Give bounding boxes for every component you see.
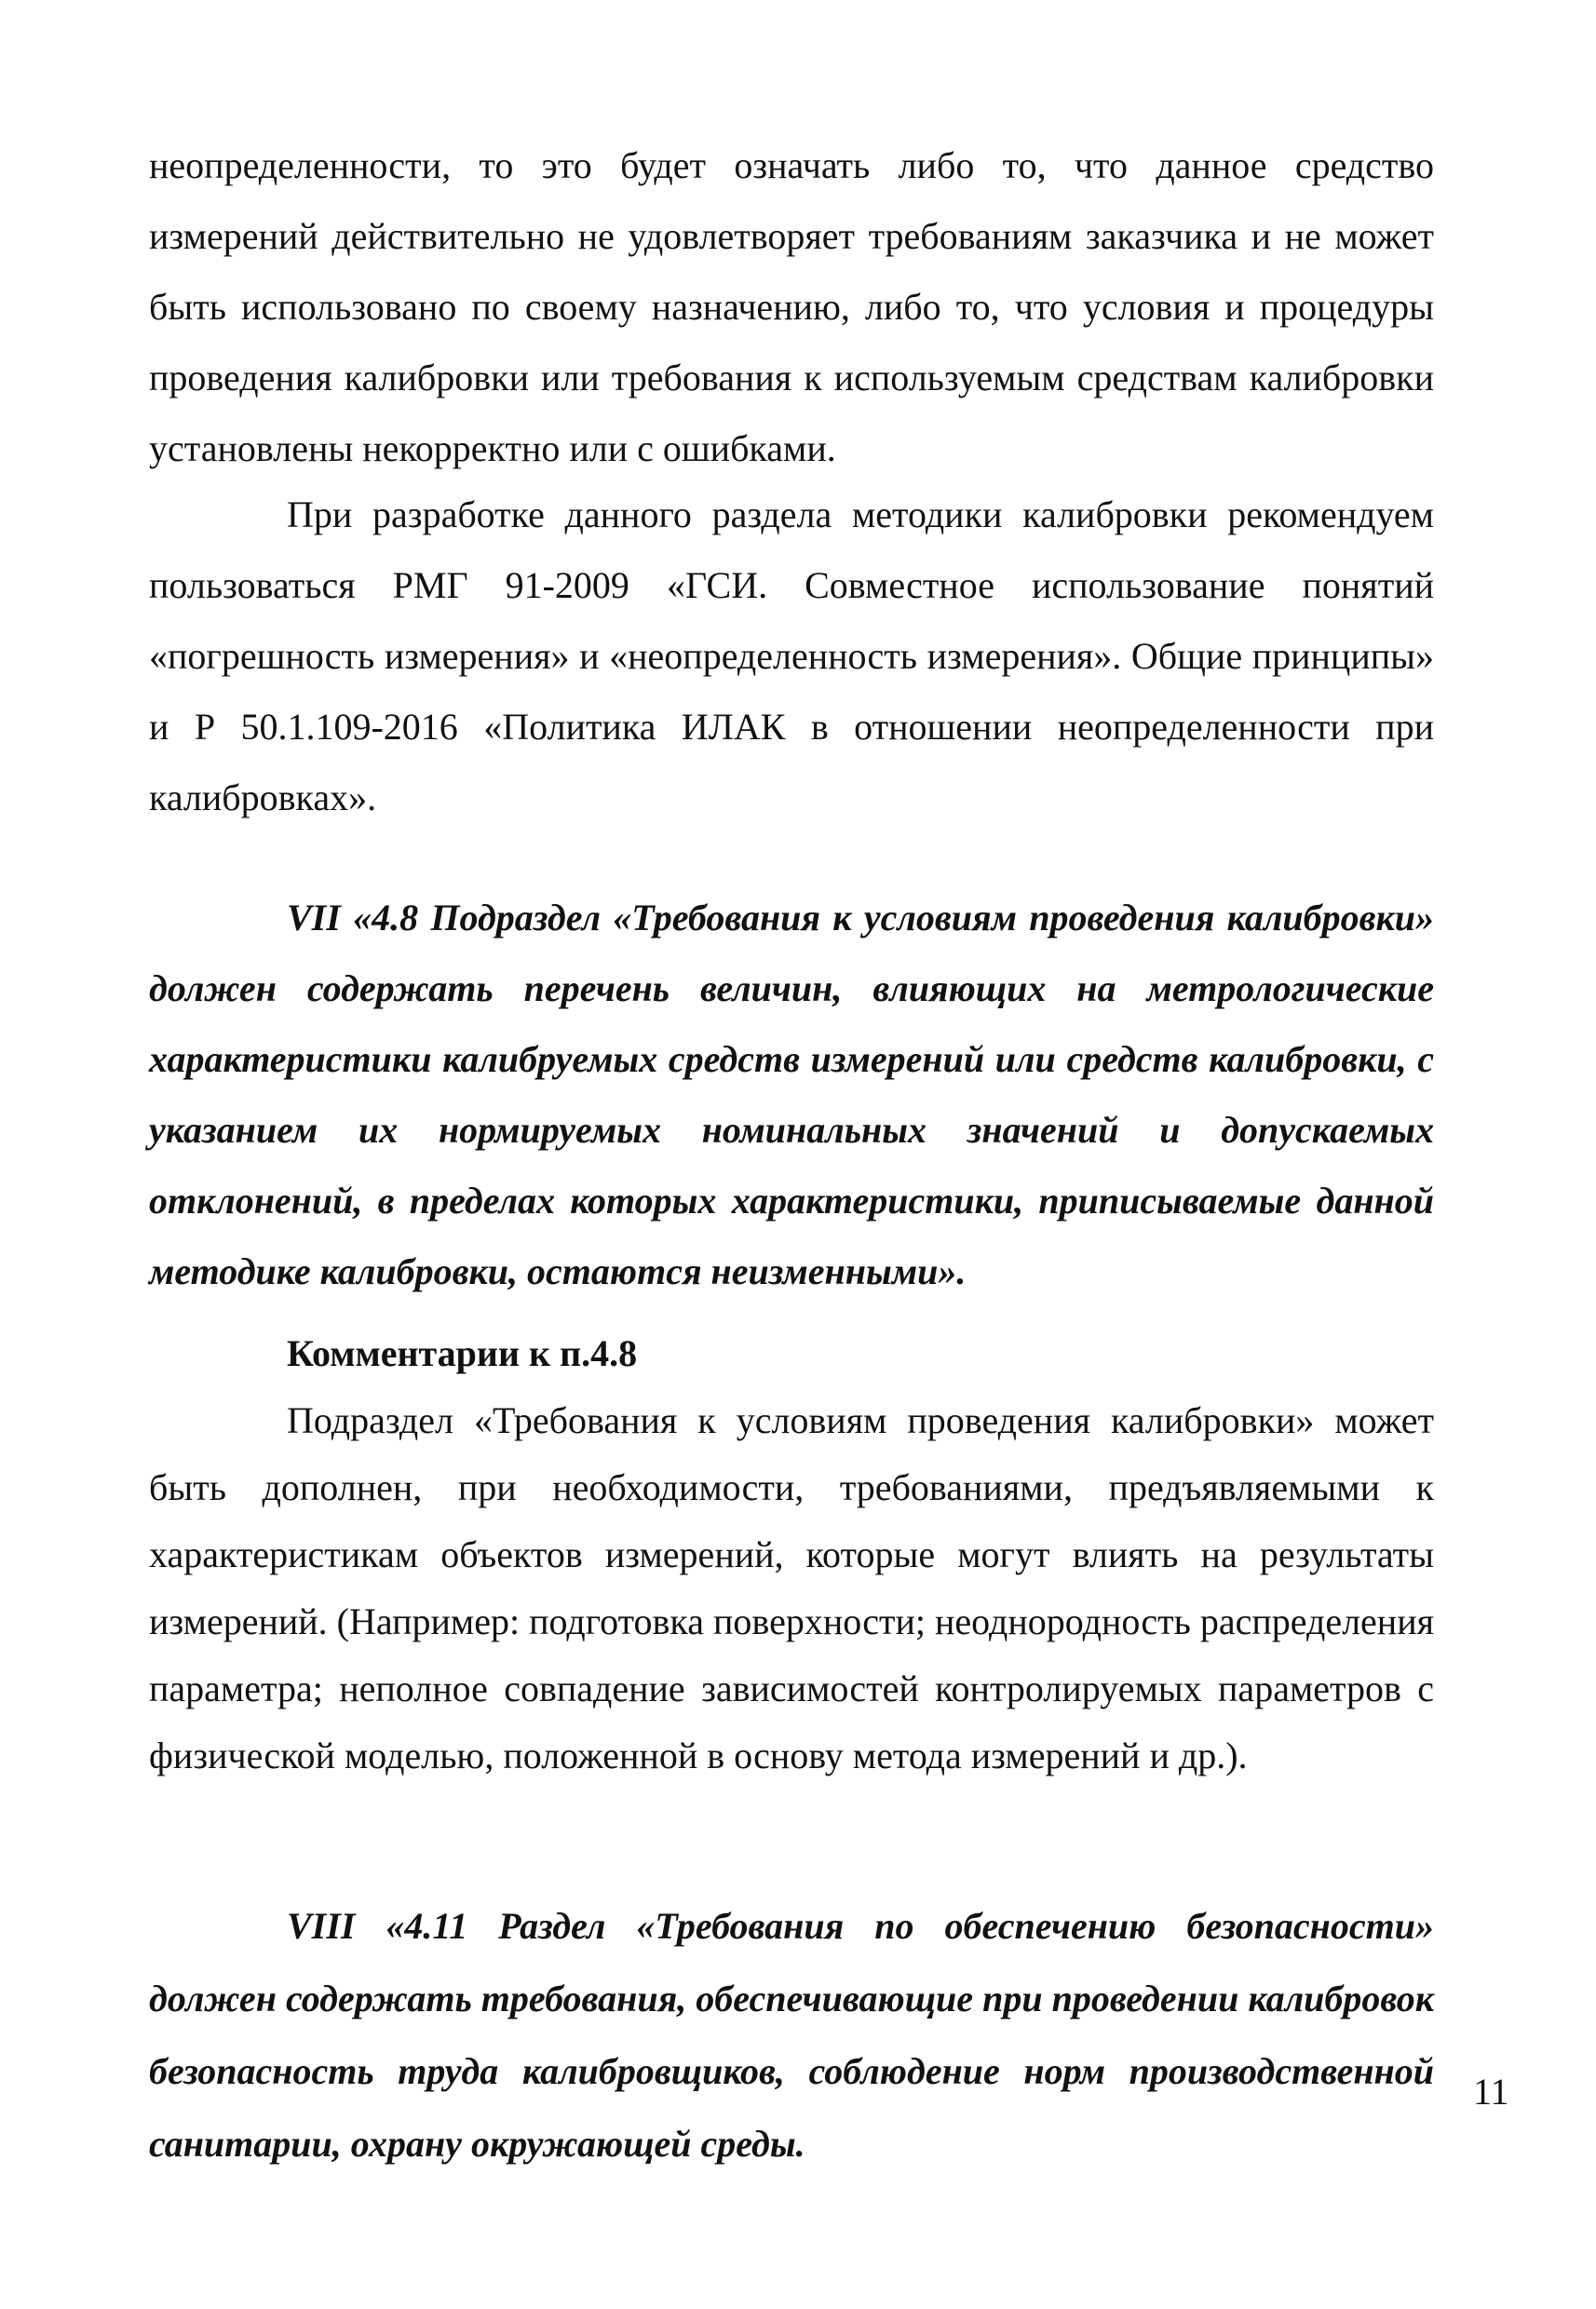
paragraph-uncertainty-conclusion: неопределенности, то это будет означать либо то, что данное средство измерений действительно не удовлетворяет требованиям заказчика и не может быть использовано по своему назначению, либо то, что условия и процедуры проведения калибровки или требования к используемым средствам калибровки установлены некорректно или с ошибками.: [149, 144, 1434, 469]
paragraph-recommendation-rmg: При разработке данного раздела методики калибровки рекомендуем пользоваться РМГ 91-2009 «ГСИ. Совместное использование понятий «погрешность измерения» и «неопределенность измерения». Общие принципы» и Р 50.1.109-2016 «Политика ИЛАК в отношении неопределенности при калибровках».: [149, 493, 1434, 818]
comments-heading-4-8: Комментарии к п.4.8: [287, 1332, 638, 1374]
paragraph-comments-4-8: Подраздел «Требования к условиям проведения калибровки» может быть дополнен, при необходимости, требованиями, предъявляемыми к характеристикам объектов измерений, которые могут влиять на результаты измерений. (Например: подготовка поверхности; неоднородность распределения параметра; неполное совпадение зависимостей контролируемых параметров с физической моделью, положенной в основу метода измерений и др.).: [149, 1399, 1434, 1776]
paragraph-section-viii-4-11: VIII «4.11 Раздел «Требования по обеспечению безопасности» должен содержать требования, обеспечивающие при проведении калибровок безопасность труда калибровщиков, соблюдение норм производственной санитарии, охрану окружающей среды.: [149, 1905, 1434, 2165]
page-number: 11: [1473, 2071, 1509, 2113]
paragraph-section-vii-4-8: VII «4.8 Подраздел «Требования к условиям проведения калибровки» должен содержать перечень величин, влияющих на метрологические характеристики калибруемых средств измерений или средств калибровки, с указанием их нормируемых номинальных значений и допускаемых отклонений, в пределах которых характеристики, приписываемые данной методике калибровки, остаются неизменными».: [149, 897, 1434, 1292]
